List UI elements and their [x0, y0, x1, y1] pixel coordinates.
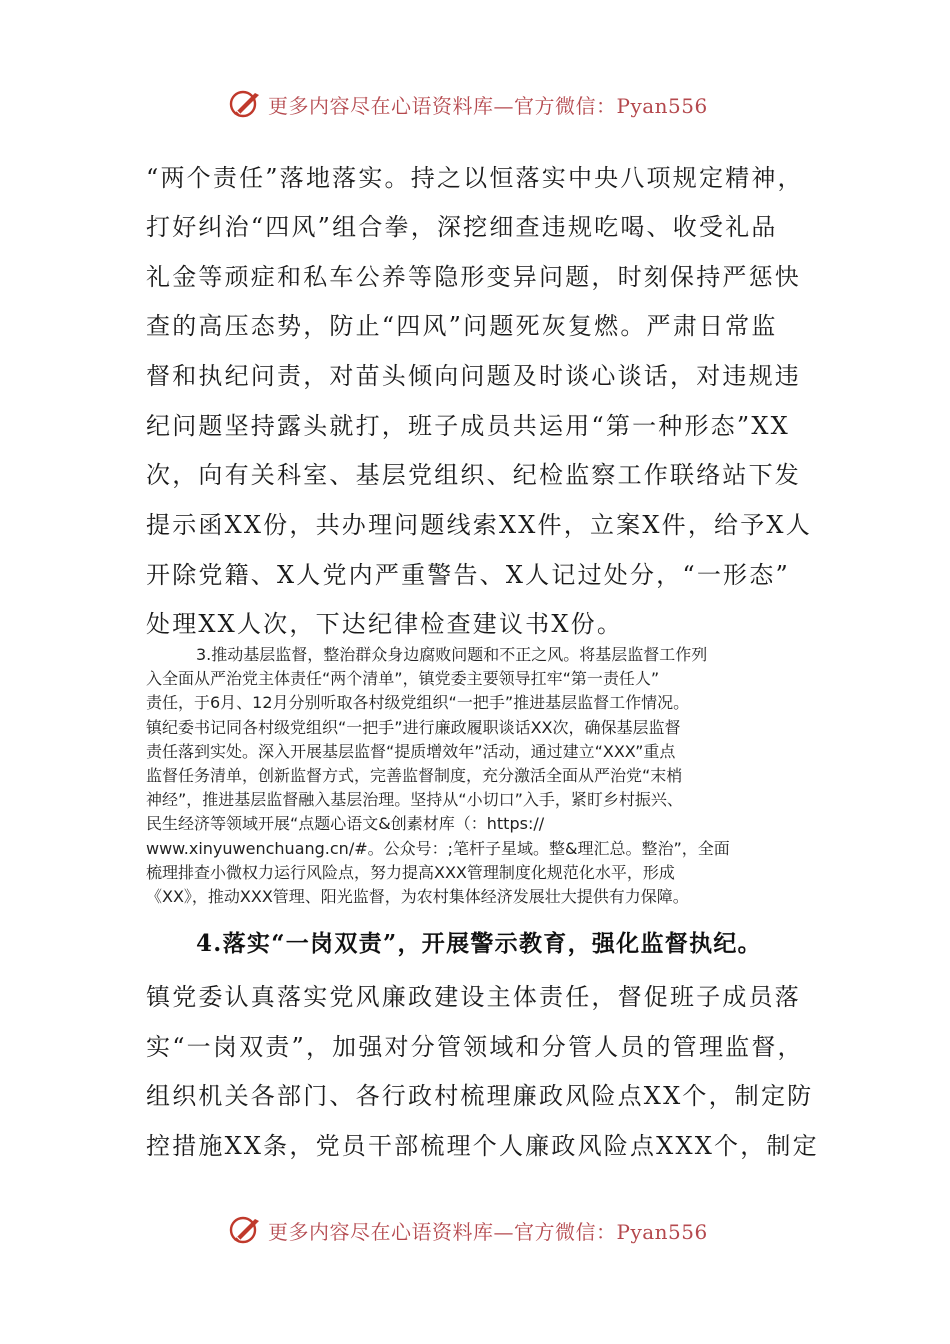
body-line: 处理XX人次，下达纪律检查建议书X份。 — [146, 610, 624, 638]
section-3-paragraph — [146, 643, 812, 909]
section-3-line: 梳理排查小微权力运行风险点，努力提高XXX管理制度化规范化水平，形成 — [146, 862, 675, 882]
section-4-heading: 4.落实“一岗双责”，开展警示教育，强化监督执纪。 — [196, 930, 762, 957]
body-line: 镇党委认真落实党风廉政建设主体责任，督促班子成员落 — [146, 983, 801, 1011]
section-3-line: 神经”，推进基层监督融入基层治理。坚持从“小切口”入手，紧盯乡村振兴、 — [146, 790, 683, 810]
pen-logo-icon — [228, 1213, 262, 1247]
footer-banner — [228, 1208, 728, 1252]
body-line: 组织机关各部门、各行政村梳理廉政风险点XX个，制定防 — [146, 1082, 814, 1110]
section-3-line: 《XX》，推动XXX管理、阳光监督，为农村集体经济发展壮大提供有力保障。 — [146, 887, 689, 907]
section-3-line: 镇纪委书记同各村级党组织“一把手”进行廉政履职谈话XX次，确保基层监督 — [146, 717, 681, 737]
body-line: 开除党籍、X人党内严重警告、X人记过处分，“一形态” — [146, 561, 790, 589]
body-line: 实“一岗双责”，加强对分管领域和分管人员的管理监督， — [146, 1033, 804, 1061]
body-line: 查的高压态势，防止“四风”问题死灰复燃。严肃日常监 — [146, 312, 778, 340]
section-3-line: 责任落到实处。深入开展基层监督“提质增效年”活动，通过建立“XXX”重点 — [146, 741, 676, 761]
body-line: 提示函XX份，共办理问题线索XX件，立案X件，给予X人 — [146, 511, 812, 539]
body-line: 次，向有关科室、基层党组织、纪检监察工作联络站下发 — [146, 461, 801, 489]
banner-text: 更多内容尽在心语资料库—官方微信：Pyan556 — [268, 93, 708, 118]
body-line: “两个责任”落地落实。持之以恒落实中央八项规定精神， — [146, 164, 804, 192]
banner-text: 更多内容尽在心语资料库—官方微信：Pyan556 — [268, 1219, 708, 1244]
section-3-line: 3.推动基层监督，整治群众身边腐败问题和不正之风。将基层监督工作列 — [196, 645, 708, 664]
body-line: 打好纠治“四风”组合拳，深挖细查违规吃喝、收受礼品 — [146, 213, 778, 241]
body-line: 礼金等顽症和私车公养等隐形变异问题，时刻保持严惩快 — [146, 263, 801, 291]
section-3-line: 责任，于6月、12月分别听取各村级党组织“一把手”推进基层监督工作情况。 — [146, 693, 690, 713]
body-line: 纪问题坚持露头就打，班子成员共运用“第一种形态”XX — [146, 412, 790, 440]
body-line: 控措施XX条，党员干部梳理个人廉政风险点XXX个，制定 — [146, 1132, 819, 1160]
body-line: 督和执纪问责，对苗头倾向问题及时谈心谈话，对违规违 — [146, 362, 801, 390]
header-banner — [228, 82, 728, 126]
section-3-line: 入全面从严治党主体责任“两个清单”，镇党委主要领导扛牢“第一责任人” — [146, 669, 660, 689]
pen-logo-icon — [228, 87, 262, 121]
section-3-line: 民生经济等领域开展“点题心语文&创素材库（：https:// — [146, 814, 545, 834]
section-3-line: 监督任务清单，创新监督方式，完善监督制度，充分激活全面从严治党“末梢 — [146, 766, 683, 786]
section-3-line: www.xinyuwenchuang.cn/#。公众号：;笔杆子星域。整&理汇总。整治”，全面 — [146, 838, 730, 858]
